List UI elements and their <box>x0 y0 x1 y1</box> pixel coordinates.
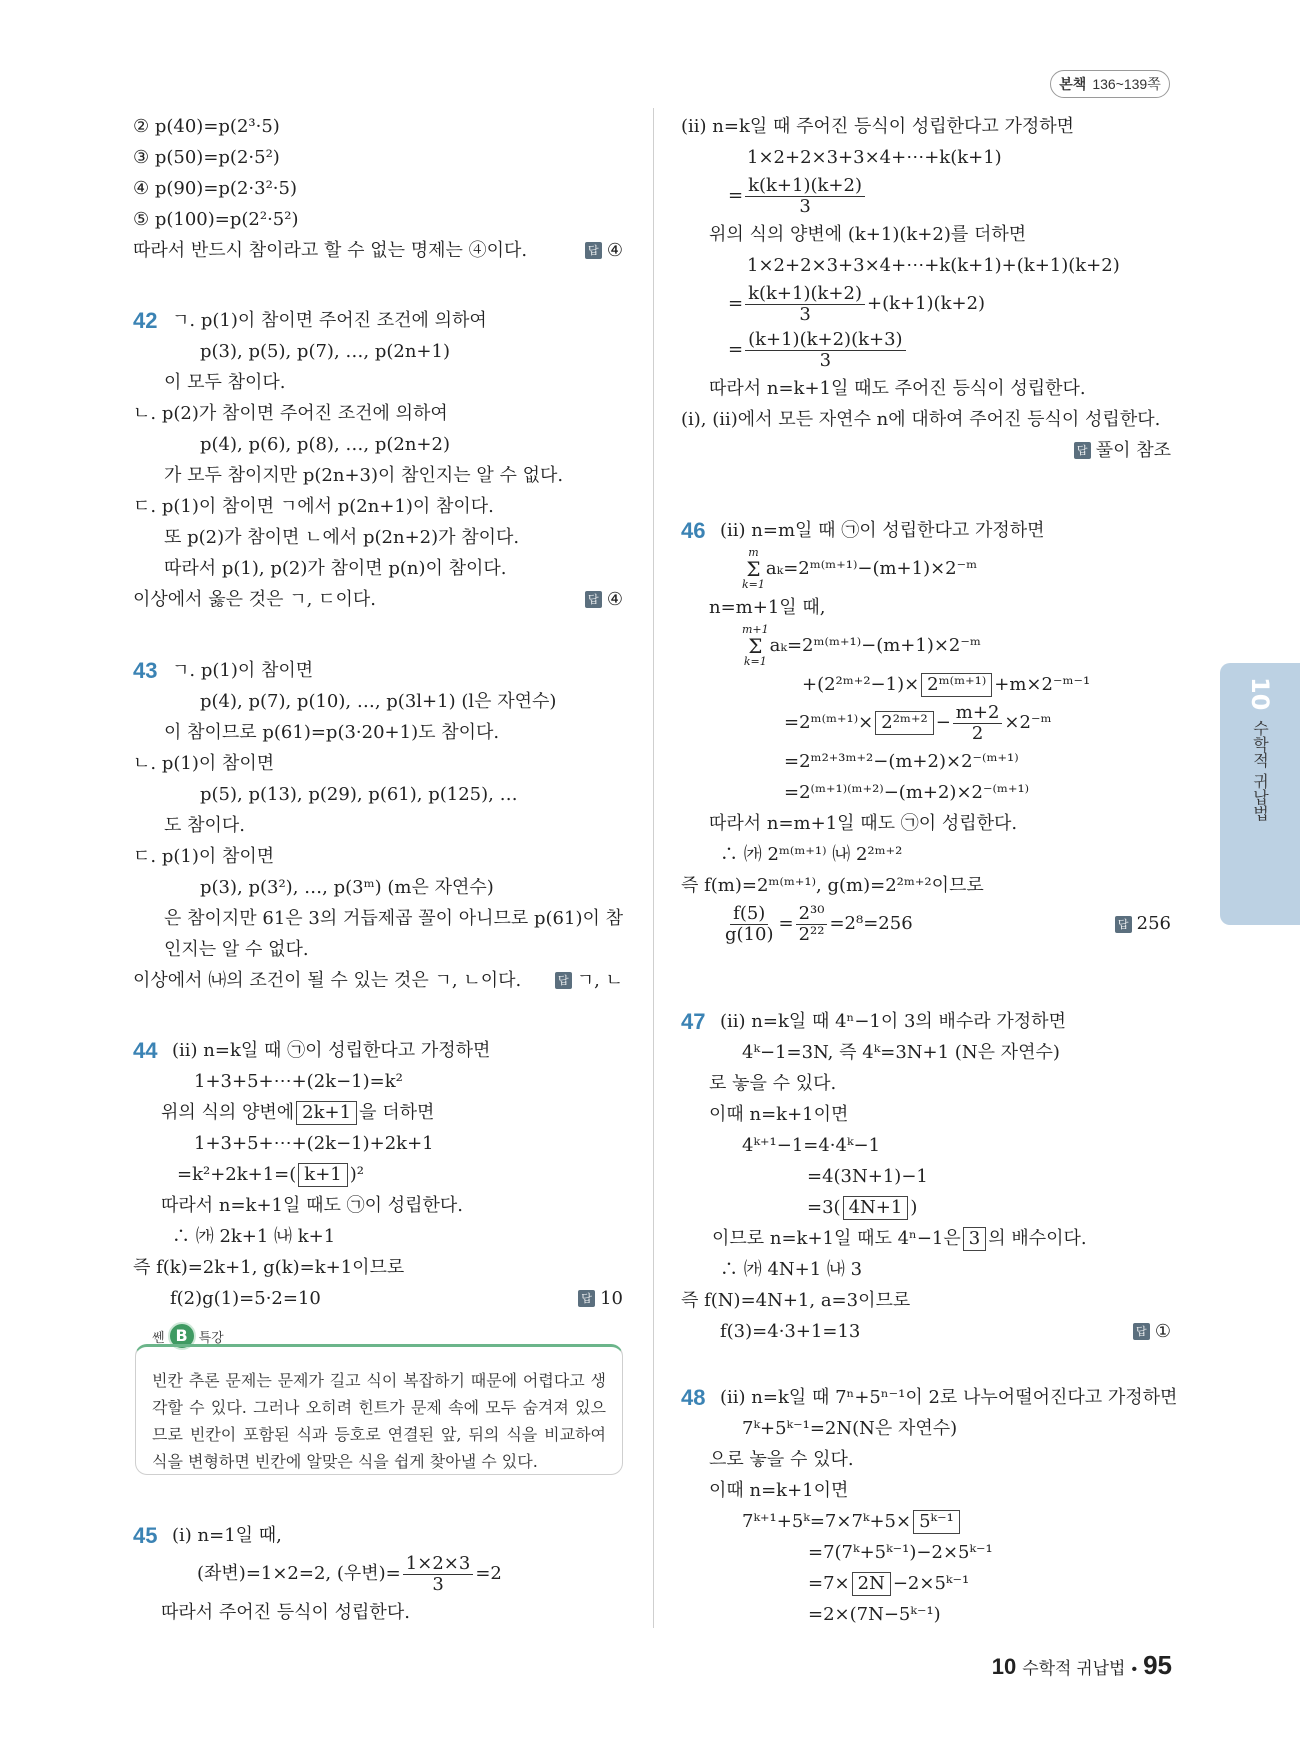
math-text: 을 더하면 <box>359 1102 435 1124</box>
problem-number: 46 <box>681 518 706 543</box>
math-text: = <box>778 913 794 935</box>
math-text: 1+3+5+⋯+(2k−1)=k² <box>194 1071 403 1093</box>
solution-line <box>133 491 623 522</box>
chapter-tab-title: 수학적 귀납법 <box>1250 720 1270 822</box>
math-text: ③ p(50)=p(2·5²) <box>133 147 280 169</box>
math-text: 7ᵏ+5ᵏ⁻¹=2N(N은 자연수) <box>742 1418 958 1440</box>
math-text: ㄴ. p(2)가 참이면 주어진 조건에 의하여 <box>133 403 448 425</box>
fraction <box>953 703 1003 744</box>
solution-line <box>681 1568 1171 1599</box>
blank-answer-box: 2ᵐ⁽ᵐ⁺¹⁾ <box>921 673 992 697</box>
math-text: 로 놓을 수 있다. <box>709 1073 837 1095</box>
sigma-sum <box>742 624 769 668</box>
solution-line <box>681 373 1171 404</box>
math-text: =k²+2k+1=( <box>177 1164 297 1186</box>
answer <box>555 965 623 996</box>
solution-line <box>681 219 1171 250</box>
solution-line <box>133 717 623 748</box>
solution-line <box>681 1475 1171 1506</box>
fraction-numerator: m+2 <box>953 703 1003 724</box>
answer <box>1074 435 1171 466</box>
fraction <box>745 176 865 217</box>
math-text: 즉 f(k)=2k+1, g(k)=k+1이므로 <box>133 1257 405 1279</box>
math-text: 이때 n=k+1이면 <box>709 1480 849 1502</box>
solution-line <box>681 250 1171 281</box>
solution-line <box>681 623 1171 669</box>
solution-line <box>133 204 623 235</box>
answer-icon: 답 <box>578 1290 595 1307</box>
tip-badge: B <box>168 1322 196 1350</box>
math-text: aₖ=2ᵐ⁽ᵐ⁺¹⁾−(m+1)×2⁻ᵐ <box>765 558 978 580</box>
solution-line <box>133 748 623 779</box>
answer-value: ④ <box>606 240 623 261</box>
solution-line <box>681 1285 1171 1316</box>
math-text: (ii) n=k일 때 ㉠이 성립한다고 가정하면 <box>172 1040 491 1062</box>
solution-line <box>133 173 623 204</box>
math-text: 이므로 n=k+1일 때도 4ⁿ−1은 <box>712 1228 961 1250</box>
solution-line <box>681 1413 1171 1444</box>
solution-line <box>133 965 623 996</box>
solution-line <box>681 1537 1171 1568</box>
solution-line <box>681 1254 1171 1285</box>
math-text: 따라서 주어진 등식이 성립한다. <box>161 1602 410 1624</box>
math-text: 4ᵏ⁺¹−1=4·4ᵏ−1 <box>742 1135 881 1157</box>
solution-45 <box>133 1520 623 1628</box>
footer-chapter-number: 10 <box>991 1654 1017 1679</box>
solution-line <box>681 546 1171 592</box>
math-text: =2⁽ᵐ⁺¹⁾⁽ᵐ⁺²⁾−(m+2)×2⁻⁽ᵐ⁺¹⁾ <box>784 782 1030 804</box>
math-text: 1+3+5+⋯+(2k−1)+2k+1 <box>194 1133 434 1155</box>
math-text: 7ᵏ⁺¹+5ᵏ=7×7ᵏ+5× <box>742 1511 912 1533</box>
solution-line <box>133 1252 623 1283</box>
sum-upper-limit: m <box>748 546 759 559</box>
answer <box>1115 901 1171 947</box>
math-text: +(2²ᵐ⁺²−1)× <box>802 674 920 696</box>
solution-line <box>133 1520 623 1551</box>
math-text: =3( <box>807 1197 841 1219</box>
answer-icon: 답 <box>585 242 602 259</box>
math-text: =2ᵐ⁽ᵐ⁺¹⁾× <box>784 712 874 734</box>
math-text: = <box>728 185 744 207</box>
problem-number: 45 <box>133 1523 158 1548</box>
solution-line <box>133 111 623 142</box>
math-text: ∴ ㈎ 2ᵐ⁽ᵐ⁺¹⁾ ㈏ 2²ᵐ⁺² <box>720 844 903 866</box>
answer <box>585 584 623 615</box>
math-text: p(3), p(5), p(7), …, p(2n+1) <box>200 341 450 363</box>
solution-line <box>681 111 1171 142</box>
solution-line <box>681 1192 1171 1223</box>
solution-line <box>133 1128 623 1159</box>
sum-lower-limit: k=1 <box>743 655 767 668</box>
math-text: =2⁸=256 <box>829 913 913 935</box>
solution-line <box>133 779 623 810</box>
badge-pages: 136~139쪽 <box>1092 76 1161 92</box>
sum-upper-limit: m+1 <box>742 623 769 636</box>
fraction-denominator: 2²² <box>798 923 825 945</box>
blank-answer-box: 3 <box>963 1227 986 1251</box>
fraction-numerator: (k+1)(k+2)(k+3) <box>745 330 905 351</box>
math-text: +m×2⁻ᵐ⁻¹ <box>994 674 1091 696</box>
solution-line <box>681 700 1171 746</box>
math-text: p(4), p(6), p(8), …, p(2n+2) <box>200 434 450 456</box>
answer <box>578 1283 623 1314</box>
math-text: 따라서 반드시 참이라고 할 수 없는 명제는 ④이다. <box>133 240 528 262</box>
math-text: 이상에서 ㈏의 조건이 될 수 있는 것은 ㄱ, ㄴ이다. <box>133 970 522 992</box>
math-text: 이상에서 옳은 것은 ㄱ, ㄷ이다. <box>133 589 376 611</box>
math-text: (ii) n=k일 때 주어진 등식이 성립한다고 가정하면 <box>681 116 1075 138</box>
fraction-numerator: k(k+1)(k+2) <box>745 176 865 197</box>
problem-number: 43 <box>133 658 158 683</box>
math-text: n=m+1일 때, <box>709 597 826 619</box>
tip-box <box>135 1344 623 1475</box>
sigma-icon: Σ <box>746 557 761 581</box>
math-text: aₖ=2ᵐ⁽ᵐ⁺¹⁾−(m+1)×2⁻ᵐ <box>769 635 981 657</box>
chapter-tab-number: 10 <box>1246 677 1274 711</box>
solution-line <box>133 398 623 429</box>
answer-value: 256 <box>1136 913 1171 934</box>
blank-answer-box: 5ᵏ⁻¹ <box>913 1510 960 1534</box>
tip-text: 빈칸 추론 문제는 문제가 길고 식이 복잡하기 때문에 어렵다고 생각할 수 있다. 그러나 오히려 힌트가 문제 속에 모두 숨겨져 있으므로 빈칸이 포함된 식과 등호로 연결된 앞, 뒤의 식을 비교하여 식을 변형하면 빈칸에 알맞은 식을 쉽게 찾아낼 수 있다. <box>152 1371 606 1471</box>
math-text: =2ᵐ²⁺³ᵐ⁺²−(m+2)×2⁻⁽ᵐ⁺¹⁾ <box>784 751 1019 773</box>
answer-value: ① <box>1154 1321 1171 1342</box>
chapter-side-tab <box>1220 663 1300 925</box>
math-text: (i) n=1일 때, <box>172 1525 282 1547</box>
solution-line <box>681 1068 1171 1099</box>
math-text: 위의 식의 양변에 (k+1)(k+2)를 더하면 <box>709 224 1027 246</box>
solution-line <box>133 336 623 367</box>
answer <box>1133 1316 1171 1347</box>
math-text: 1×2+2×3+3×4+⋯+k(k+1) <box>747 147 1002 169</box>
footer-separator: • <box>1131 1661 1138 1678</box>
solution-line <box>133 142 623 173</box>
fraction <box>745 330 905 371</box>
math-text: ⑤ p(100)=p(2²·5²) <box>133 209 299 231</box>
solution-line <box>133 1097 623 1128</box>
math-text: =2×(7N−5ᵏ⁻¹) <box>808 1604 941 1626</box>
sigma-icon: Σ <box>748 634 763 658</box>
solution-line <box>133 584 623 615</box>
math-text: (좌변)=1×2=2, (우변)= <box>197 1563 401 1585</box>
sum-lower-limit: k=1 <box>742 578 765 591</box>
math-text: f(2)g(1)=5·2=10 <box>170 1288 321 1310</box>
solution-line <box>133 1159 623 1190</box>
math-text: =7× <box>808 1573 850 1595</box>
problem-number: 42 <box>133 308 158 333</box>
math-text: p(5), p(13), p(29), p(61), p(125), … <box>200 784 518 806</box>
math-text: ㄷ. p(1)이 참이면 ㄱ에서 p(2n+1)이 참이다. <box>133 496 494 518</box>
solution-line <box>133 367 623 398</box>
solution-line <box>681 173 1171 219</box>
problem-number: 47 <box>681 1009 706 1034</box>
solution-line <box>133 1283 623 1314</box>
math-text: ㄴ. p(1)이 참이면 <box>133 753 275 775</box>
solution-line <box>133 235 623 266</box>
fraction-numerator: f(5) <box>730 904 768 925</box>
math-text: +(k+1)(k+2) <box>866 293 986 315</box>
solution-line <box>681 327 1171 373</box>
math-text: ④ p(90)=p(2·3²·5) <box>133 178 297 200</box>
solution-line <box>681 281 1171 327</box>
solution-line <box>133 1221 623 1252</box>
fraction-numerator: k(k+1)(k+2) <box>745 284 865 305</box>
solution-line <box>681 808 1171 839</box>
math-text: 즉 f(m)=2ᵐ⁽ᵐ⁺¹⁾, g(m)=2²ᵐ⁺²이므로 <box>681 875 984 897</box>
fraction-numerator: 1×2×3 <box>403 1554 474 1575</box>
math-text: = <box>728 339 744 361</box>
math-text: 은 참이지만 61은 3의 거듭제곱 꼴이 아니므로 p(61)이 참 <box>164 908 623 930</box>
blank-answer-box: 4N+1 <box>843 1196 909 1220</box>
math-text: )² <box>349 1164 364 1186</box>
math-text: ∴ ㈎ 2k+1 ㈏ k+1 <box>172 1226 336 1248</box>
tip-title: 특강 <box>198 1330 224 1346</box>
blank-answer-box: 2k+1 <box>296 1101 357 1125</box>
solution-line <box>681 669 1171 700</box>
answer-icon: 답 <box>1074 442 1091 459</box>
solution-line <box>681 435 1171 466</box>
fraction-denominator: 3 <box>819 349 832 371</box>
problem-number: 48 <box>681 1385 706 1410</box>
answer-icon: 답 <box>555 972 572 989</box>
math-text: 따라서 p(1), p(2)가 참이면 p(n)이 참이다. <box>164 558 507 580</box>
solution-line <box>133 686 623 717</box>
math-text: (ii) n=m일 때 ㉠이 성립한다고 가정하면 <box>720 520 1045 542</box>
footer-chapter-title: 수학적 귀납법 <box>1022 1659 1126 1678</box>
solution-line <box>133 522 623 553</box>
page-number: 95 <box>1143 1650 1172 1680</box>
blank-answer-box: k+1 <box>298 1163 347 1187</box>
fraction <box>796 904 828 945</box>
math-text: 인지는 알 수 없다. <box>164 939 309 961</box>
answer-value: ④ <box>606 589 623 610</box>
math-text: 4ᵏ−1=3N, 즉 4ᵏ=3N+1 (N은 자연수) <box>742 1042 1060 1064</box>
fraction-denominator: 2 <box>971 722 984 744</box>
textbook-page-reference-badge <box>1050 70 1170 98</box>
math-text: 따라서 n=m+1일 때도 ㉠이 성립한다. <box>709 813 1018 835</box>
solution-line <box>133 655 623 686</box>
solution-line <box>133 460 623 491</box>
solution-line <box>681 1037 1171 1068</box>
solution-line <box>133 841 623 872</box>
math-text: 이 참이므로 p(61)=p(3·20+1)도 참이다. <box>164 722 500 744</box>
math-text: =4(3N+1)−1 <box>807 1166 928 1188</box>
solution-line <box>681 1444 1171 1475</box>
blank-answer-box: 2N <box>852 1572 891 1596</box>
math-text: ② p(40)=p(2³·5) <box>133 116 280 138</box>
math-text: = <box>728 293 744 315</box>
solution-line <box>681 592 1171 623</box>
math-text: (i), (ii)에서 모든 자연수 n에 대하여 주어진 등식이 성립한다. <box>681 409 1161 431</box>
answer <box>585 235 623 266</box>
solution-48 <box>681 1382 1178 1630</box>
fraction-denominator: g(10) <box>725 923 774 945</box>
solution-line <box>681 746 1171 777</box>
answer-value: ㄱ, ㄴ <box>576 970 623 991</box>
math-text: 따라서 n=k+1일 때도 ㉠이 성립한다. <box>161 1195 463 1217</box>
fraction-denominator: 3 <box>432 1573 444 1595</box>
solution-line <box>681 839 1171 870</box>
solution-line <box>681 901 1171 947</box>
fraction <box>745 284 865 325</box>
solution-continuation <box>133 111 623 266</box>
blank-answer-box: 2²ᵐ⁺² <box>875 711 933 735</box>
math-text: ∴ ㈎ 4N+1 ㈏ 3 <box>720 1259 863 1281</box>
solution-line <box>681 1099 1171 1130</box>
badge-label: 본책 <box>1059 76 1087 92</box>
solution-line <box>681 1506 1171 1537</box>
fraction-denominator: 3 <box>799 303 811 325</box>
math-text: 1×2+2×3+3×4+⋯+k(k+1)+(k+1)(k+2) <box>747 255 1120 277</box>
solution-line <box>681 1223 1171 1254</box>
answer-icon: 답 <box>585 591 602 608</box>
fraction <box>403 1554 474 1595</box>
fraction-numerator: 2³⁰ <box>796 904 828 925</box>
solution-42 <box>133 305 623 615</box>
solution-line <box>681 777 1171 808</box>
solution-47 <box>681 1006 1171 1347</box>
answer-value: 10 <box>600 1288 623 1309</box>
math-text: ) <box>910 1197 918 1219</box>
solution-line <box>133 1035 623 1066</box>
answer-value: 풀이 참조 <box>1095 440 1171 461</box>
math-text: p(3), p(3²), …, p(3ᵐ) (m은 자연수) <box>200 877 494 899</box>
math-text: (ii) n=k일 때 7ⁿ+5ⁿ⁻¹이 2로 나누어떨어진다고 가정하면 <box>720 1387 1178 1409</box>
math-text: =7(7ᵏ+5ᵏ⁻¹)−2×5ᵏ⁻¹ <box>808 1542 993 1564</box>
solution-line <box>133 903 623 934</box>
answer-icon: 답 <box>1133 1323 1150 1340</box>
solution-line <box>681 515 1171 546</box>
page-footer <box>992 1650 1172 1681</box>
sigma-sum <box>742 547 765 591</box>
solution-46 <box>681 515 1171 947</box>
solution-line <box>133 1597 623 1628</box>
math-text: 위의 식의 양변에 <box>161 1102 295 1124</box>
solution-line <box>133 429 623 460</box>
solution-line <box>681 1382 1178 1413</box>
solution-line <box>681 1161 1171 1192</box>
math-text: =2 <box>475 1563 502 1585</box>
math-text: 가 모두 참이지만 p(2n+3)이 참인지는 알 수 없다. <box>164 465 564 487</box>
math-text: ㄱ. p(1)이 참이면 <box>172 660 314 682</box>
math-text: 또 p(2)가 참이면 ㄴ에서 p(2n+2)가 참이다. <box>164 527 520 549</box>
solution-43 <box>133 655 623 996</box>
solution-line <box>681 1316 1171 1347</box>
solution-line <box>681 404 1171 435</box>
solution-line <box>133 1190 623 1221</box>
answer-icon: 답 <box>1115 916 1132 933</box>
math-text: 이 모두 참이다. <box>164 372 286 394</box>
math-text: 따라서 n=k+1일 때도 주어진 등식이 성립한다. <box>709 378 1086 400</box>
math-text: ×2⁻ᵐ <box>1004 712 1052 734</box>
math-text: 즉 f(N)=4N+1, a=3이므로 <box>681 1290 911 1312</box>
fraction <box>722 904 776 945</box>
solution-line <box>133 810 623 841</box>
math-text: (ii) n=k일 때 4ⁿ−1이 3의 배수라 가정하면 <box>720 1011 1066 1033</box>
math-text: 이때 n=k+1이면 <box>709 1104 849 1126</box>
math-text: −2×5ᵏ⁻¹ <box>892 1573 970 1595</box>
math-text: p(4), p(7), p(10), …, p(3l+1) (l은 자연수) <box>200 691 557 713</box>
solution-line <box>133 934 623 965</box>
solution-line <box>681 1130 1171 1161</box>
math-text: ㄱ. p(1)이 참이면 주어진 조건에 의하여 <box>172 310 487 332</box>
math-text: 의 배수이다. <box>988 1228 1087 1250</box>
solution-line <box>681 870 1171 901</box>
math-text: 으로 놓을 수 있다. <box>709 1449 854 1471</box>
solution-line <box>133 553 623 584</box>
math-text: ㄷ. p(1)이 참이면 <box>133 846 275 868</box>
solution-line <box>681 1006 1171 1037</box>
problem-number: 44 <box>133 1038 158 1063</box>
math-text: f(3)=4·3+1=13 <box>720 1321 861 1343</box>
solution-line <box>681 1599 1171 1630</box>
solution-44 <box>133 1035 623 1314</box>
solution-line <box>133 872 623 903</box>
fraction-denominator: 3 <box>799 195 811 217</box>
math-text: 도 참이다. <box>164 815 245 837</box>
column-divider <box>653 108 654 1628</box>
solution-line <box>133 1551 623 1597</box>
solution-line <box>133 305 623 336</box>
math-text: − <box>935 712 951 734</box>
solution-line <box>681 142 1171 173</box>
tip-brand: 쎈 <box>152 1330 165 1346</box>
solution-line <box>133 1066 623 1097</box>
solution-continuation <box>681 111 1171 466</box>
